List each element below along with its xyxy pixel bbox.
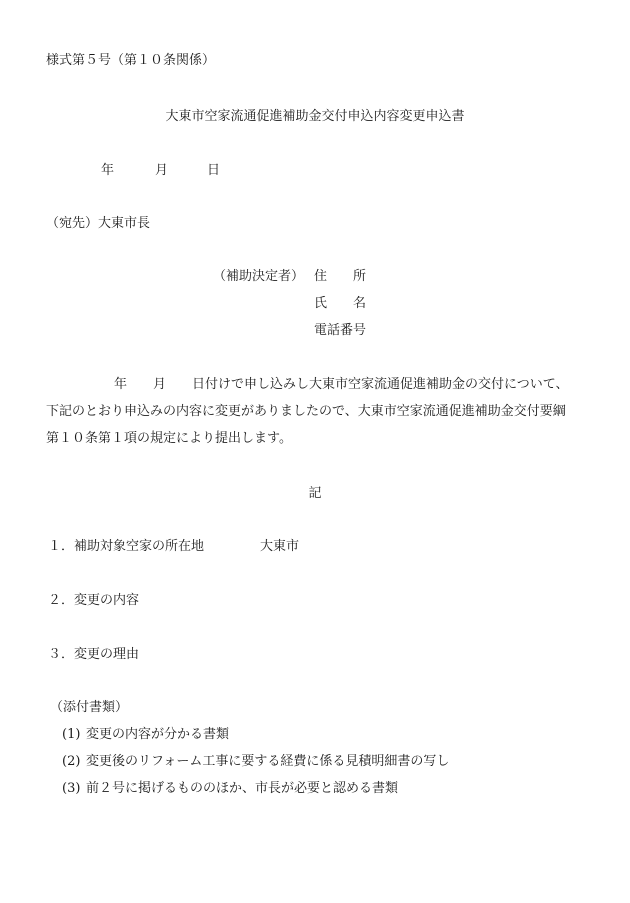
- address-label: 住 所: [314, 269, 367, 284]
- document-title: 大東市空家流通促進補助金交付申込内容変更申込書: [165, 109, 465, 124]
- item-number: ２．: [48, 593, 75, 608]
- date-year-label: 年: [101, 163, 115, 178]
- attachment-text: 変更の内容が分かる書類: [86, 727, 230, 742]
- body-month: 月: [153, 377, 167, 392]
- attachments-heading: （添付書類）: [50, 700, 129, 715]
- attachment-item: [62, 782, 398, 795]
- body-paragraph-line-1: [46, 378, 569, 391]
- item-change-content: [48, 594, 139, 607]
- body-paragraph-line-3: 第１０条第１項の規定により提出します。: [46, 431, 292, 446]
- attachment-number: (1): [62, 727, 81, 742]
- form-number: 様式第５号（第１０条関係）: [46, 53, 216, 68]
- attachment-item: [62, 728, 229, 741]
- attachment-item: [62, 755, 449, 768]
- item-label: 補助対象空家の所在地: [74, 539, 205, 554]
- item-location: [48, 540, 204, 553]
- body-year: 年: [114, 377, 128, 392]
- attachment-number: (2): [62, 754, 81, 769]
- name-label: 氏 名: [314, 296, 367, 311]
- item-label: 変更の内容: [74, 593, 140, 608]
- item-label: 変更の理由: [74, 647, 140, 662]
- applicant-label: （補助決定者）: [213, 269, 305, 284]
- date-month-label: 月: [155, 163, 169, 178]
- body-line-1-text: 日付けで申し込みし大東市空家流通促進補助金の交付について、: [192, 377, 569, 392]
- attachment-text: 変更後のリフォーム工事に要する経費に係る見積明細書の写し: [86, 754, 450, 769]
- attachment-text: 前２号に掲げるもののほか、市長が必要と認める書類: [86, 781, 399, 796]
- item-number: １．: [48, 539, 75, 554]
- phone-label: 電話番号: [314, 323, 367, 338]
- date-day-label: 日: [207, 163, 221, 178]
- addressee: （宛先）大東市長: [46, 216, 151, 231]
- item-number: ３．: [48, 647, 75, 662]
- body-paragraph-line-2: 下記のとおり申込みの内容に変更がありましたので、大東市空家流通促進補助金交付要綱: [46, 404, 566, 419]
- attachment-number: (3): [62, 781, 81, 796]
- item-location-value: 大東市: [260, 539, 300, 554]
- item-change-reason: [48, 648, 139, 661]
- ki-heading: 記: [308, 486, 322, 501]
